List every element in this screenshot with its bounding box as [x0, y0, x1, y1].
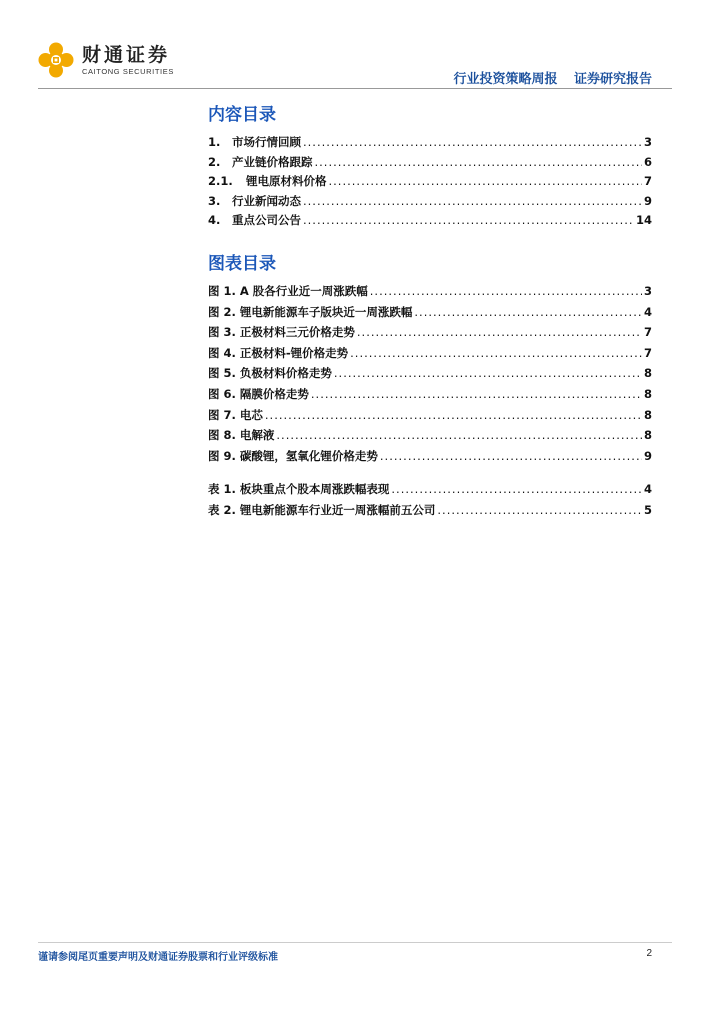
toc-title: 内容目录: [208, 105, 276, 125]
toc-entry-label: 锂电原材料价格: [246, 174, 327, 188]
table-entry-label: 表 1. 板块重点个股本周涨跌幅表现: [208, 482, 390, 497]
logo-chinese-name: 财通证券: [82, 43, 171, 66]
caitong-logo-icon: [38, 42, 74, 78]
figure-entry[interactable]: [208, 407, 652, 428]
leader-dots: [276, 428, 642, 442]
toc-entry-label: 产业链价格跟踪: [232, 154, 313, 169]
figure-entry[interactable]: [208, 427, 652, 448]
figure-entry-page: 4: [643, 304, 652, 319]
toc-entry-page: 6: [643, 154, 652, 169]
leader-dots: [303, 135, 642, 149]
figure-entry[interactable]: [208, 448, 652, 469]
leader-dots: [303, 194, 642, 208]
figure-list-title: 图表目录: [208, 254, 276, 274]
leader-dots: [391, 482, 642, 496]
figure-entry[interactable]: [208, 365, 652, 386]
table-entry-page: 5: [643, 502, 652, 517]
company-logo: [38, 42, 174, 78]
leader-dots: [334, 366, 642, 380]
leader-dots: [303, 213, 634, 227]
page-number: 2: [646, 948, 652, 959]
toc-entry[interactable]: [208, 134, 652, 154]
figure-entry-page: 8: [643, 428, 652, 443]
leader-dots: [315, 155, 642, 169]
figure-list-section: [208, 249, 652, 523]
toc-entry-page: 3: [643, 135, 652, 149]
logo-english-name: CAITONG SECURITIES: [82, 66, 174, 76]
figure-entry-label: 图 7. 电芯: [208, 407, 263, 422]
toc-entry-page: 14: [635, 213, 652, 227]
figure-entry-label: 图 9. 碳酸锂，氢氧化锂价格走势: [208, 448, 378, 463]
toc-entry[interactable]: [208, 173, 652, 193]
figure-entry[interactable]: [208, 304, 652, 325]
table-entry[interactable]: [208, 481, 652, 502]
report-header-title: [453, 68, 652, 87]
figure-entry-page: 8: [643, 386, 652, 401]
figure-entry[interactable]: [208, 283, 652, 304]
figure-entry-page: 3: [643, 284, 652, 298]
figure-entry[interactable]: [208, 386, 652, 407]
leader-dots: [370, 284, 642, 298]
toc-entry-label: 市场行情回顾: [232, 135, 301, 149]
toc-entry-number: 1.: [208, 135, 221, 149]
figure-entry-page: 7: [643, 345, 652, 360]
figure-entry-label: 图 6. 隔膜价格走势: [208, 386, 309, 401]
figure-entry-page: 8: [643, 366, 652, 381]
report-category: 证券研究报告: [573, 72, 652, 87]
leader-dots: [437, 503, 642, 517]
toc-entry-number: 2.: [208, 154, 221, 169]
toc-entry-page: 9: [643, 193, 652, 208]
figure-entry[interactable]: [208, 324, 652, 345]
figure-entry-page: 7: [643, 325, 652, 340]
report-type: 行业投资策略周报: [453, 72, 558, 87]
figure-entry-label: 图 5. 负极材料价格走势: [208, 366, 332, 381]
toc-entry-label: 行业新闻动态: [232, 193, 301, 208]
toc-entry-page: 7: [643, 174, 652, 188]
table-entry-page: 4: [643, 482, 652, 497]
figure-entry-label: 图 4. 正极材料-锂价格走势: [208, 345, 349, 360]
leader-dots: [357, 325, 642, 339]
toc-entry-number: 3.: [208, 193, 221, 208]
leader-dots: [329, 174, 642, 188]
table-entry[interactable]: [208, 502, 652, 523]
footer-divider: [38, 942, 672, 943]
leader-dots: [414, 305, 642, 319]
figure-entry-label: 图 2. 锂电新能源车子版块近一周涨跌幅: [208, 304, 413, 319]
leader-dots: [311, 387, 642, 401]
leader-dots: [380, 449, 642, 463]
toc-entry[interactable]: [208, 193, 652, 213]
leader-dots: [265, 408, 642, 422]
toc-entry[interactable]: [208, 154, 652, 174]
figure-entry-label: 图 1. A 股各行业近一周涨跌幅: [208, 284, 368, 298]
header-divider: [38, 88, 672, 89]
figure-entry-page: 8: [643, 407, 652, 422]
list-spacer: [208, 468, 652, 481]
toc-entry-number: 2.1.: [208, 174, 233, 188]
figure-entry-label: 图 8. 电解液: [208, 428, 275, 443]
figure-entry-label: 图 3. 正极材料三元价格走势: [208, 325, 355, 340]
footer-disclaimer: 谨请参阅尾页重要声明及财通证券股票和行业评级标准: [38, 952, 278, 963]
toc-section: [208, 100, 652, 232]
figure-entry-page: 9: [643, 448, 652, 463]
toc-entry[interactable]: [208, 212, 652, 232]
table-entry-label: 表 2. 锂电新能源车行业近一周涨幅前五公司: [208, 502, 436, 517]
toc-entry-number: 4.: [208, 213, 221, 227]
leader-dots: [350, 346, 642, 360]
figure-entry[interactable]: [208, 345, 652, 366]
toc-entry-label: 重点公司公告: [232, 213, 301, 227]
